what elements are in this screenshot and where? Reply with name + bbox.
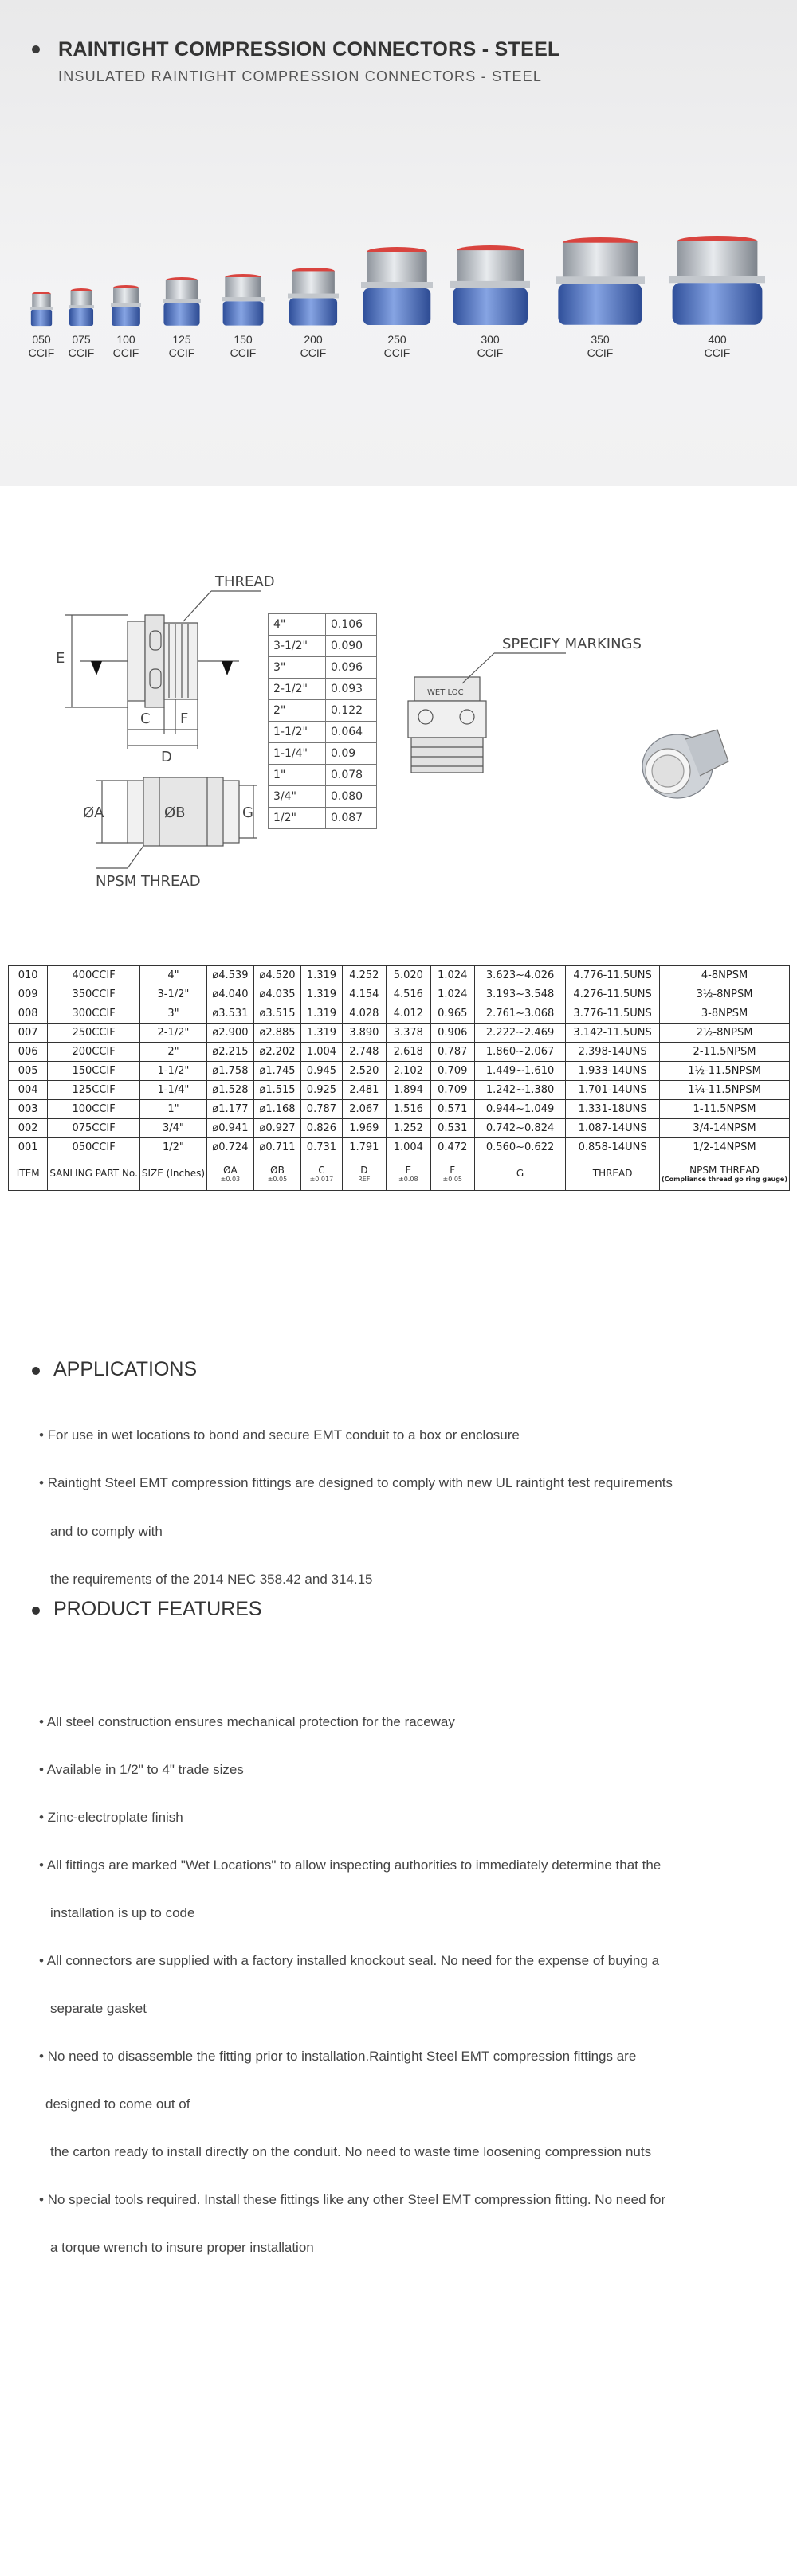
cell-npsm: 1½-11.5NPSM	[660, 1062, 790, 1081]
technical-drawing	[48, 558, 765, 892]
connector-suffix: CCIF	[68, 346, 95, 359]
cell-item: 009	[9, 985, 48, 1004]
applications-dot	[32, 1367, 40, 1375]
side-view	[65, 591, 261, 749]
features-title: PRODUCT FEATURES	[53, 1598, 262, 1620]
cell-a: ø1.758	[207, 1062, 254, 1081]
cell-thread: 1.087-14UNS	[566, 1119, 660, 1138]
cell-d: 4.154	[342, 985, 386, 1004]
text-line: • Raintight Steel EMT compression fittings are designed to comply with new UL raintight test requirements	[39, 1475, 673, 1490]
connector-caption	[300, 333, 327, 360]
cell-e: 3.378	[387, 1024, 430, 1043]
thread-depth-row	[269, 614, 377, 636]
cell-e: 1.004	[387, 1138, 430, 1157]
thread-size: 2"	[269, 700, 326, 722]
cell-d: 1.969	[342, 1119, 386, 1138]
cell-c: 1.319	[301, 966, 342, 985]
cell-c: 1.004	[301, 1043, 342, 1062]
cell-a: ø1.528	[207, 1081, 254, 1100]
hero-banner	[0, 0, 797, 486]
cell-thread: 3.142-11.5UNS	[566, 1024, 660, 1043]
cell-g: 0.944~1.049	[474, 1100, 565, 1119]
cell-c: 0.787	[301, 1100, 342, 1119]
thread-depth-row	[269, 808, 377, 829]
connector-suffix: CCIF	[300, 346, 327, 359]
cell-thread: 3.776-11.5UNS	[566, 1004, 660, 1024]
cell-b: ø2.202	[253, 1043, 300, 1062]
text-line: • No special tools required. Install these fittings like any other Steel EMT compression fitting. No need for	[39, 2192, 666, 2207]
cell-b: ø2.885	[253, 1024, 300, 1043]
table-row	[9, 1062, 790, 1081]
cell-npsm: 3½-8NPSM	[660, 985, 790, 1004]
cell-a: ø0.724	[207, 1138, 254, 1157]
thread-depth-row	[269, 679, 377, 700]
cell-f: 0.965	[430, 1004, 474, 1024]
cell-c: 0.945	[301, 1062, 342, 1081]
thread-size: 1-1/4"	[269, 743, 326, 765]
cell-npsm: 2½-8NPSM	[660, 1024, 790, 1043]
text-line: • No need to disassemble the fitting prior to installation.Raintight Steel EMT compression fittings are	[39, 2049, 637, 2064]
bullet-dot	[32, 45, 40, 53]
text-line: designed to come out of	[45, 2096, 190, 2112]
cell-size: 1-1/4"	[139, 1081, 206, 1100]
connector-suffix: CCIF	[230, 346, 257, 359]
thread-depth-row	[269, 636, 377, 657]
cell-a: ø3.531	[207, 1004, 254, 1024]
table-row	[9, 1024, 790, 1043]
cell-b: ø4.035	[253, 985, 300, 1004]
page-title: RAINTIGHT COMPRESSION CONNECTORS - STEEL	[58, 38, 560, 61]
cell-part: 300CCIF	[48, 1004, 140, 1024]
cell-g: 0.742~0.824	[474, 1119, 565, 1138]
cell-d: 2.748	[342, 1043, 386, 1062]
connector-suffix: CCIF	[28, 346, 55, 359]
thread-size: 4"	[269, 614, 326, 636]
thread-depth: 0.080	[326, 786, 377, 808]
thread-size: 3-1/2"	[269, 636, 326, 657]
thread-size: 3/4"	[269, 786, 326, 808]
cell-f: 0.531	[430, 1119, 474, 1138]
dim-f: F	[180, 711, 189, 727]
cell-a: ø0.941	[207, 1119, 254, 1138]
connector-code: 100	[116, 333, 135, 346]
cell-part: 075CCIF	[48, 1119, 140, 1138]
cell-f: 0.906	[430, 1024, 474, 1043]
spec-table	[8, 965, 790, 1191]
cell-part: 350CCIF	[48, 985, 140, 1004]
connector-code: 400	[708, 333, 727, 346]
cell-e: 5.020	[387, 966, 430, 985]
connector-code: 350	[591, 333, 610, 346]
cell-part: 250CCIF	[48, 1024, 140, 1043]
thread-depth: 0.106	[326, 614, 377, 636]
header-c: C ±0.017	[301, 1157, 342, 1191]
cell-c: 1.319	[301, 1024, 342, 1043]
cell-item: 006	[9, 1043, 48, 1062]
cell-a: ø1.177	[207, 1100, 254, 1119]
thread-depth: 0.064	[326, 722, 377, 743]
cell-item: 010	[9, 966, 48, 985]
cell-f: 0.787	[430, 1043, 474, 1062]
table-row	[9, 1043, 790, 1062]
dim-a: ØA	[83, 805, 104, 821]
thread-size: 3"	[269, 657, 326, 679]
thread-depth-row	[269, 786, 377, 808]
connector-code: 050	[32, 333, 51, 346]
cell-item: 004	[9, 1081, 48, 1100]
cell-e: 1.516	[387, 1100, 430, 1119]
thread-depth: 0.078	[326, 765, 377, 786]
cell-npsm: 1-11.5NPSM	[660, 1100, 790, 1119]
cell-g: 2.222~2.469	[474, 1024, 565, 1043]
cell-d: 2.481	[342, 1081, 386, 1100]
fitting-render	[642, 730, 728, 798]
cell-part: 200CCIF	[48, 1043, 140, 1062]
marking-text: WET LOC	[427, 688, 464, 697]
cell-size: 4"	[139, 966, 206, 985]
thread-label: THREAD	[215, 574, 275, 590]
cell-size: 1"	[139, 1100, 206, 1119]
specify-markings-label: SPECIFY MARKINGS	[502, 636, 642, 652]
dim-c: C	[140, 711, 151, 727]
text-line: the requirements of the 2014 NEC 358.42 and 314.15	[50, 1572, 373, 1587]
cell-g: 3.623~4.026	[474, 966, 565, 985]
cell-thread: 1.933-14UNS	[566, 1062, 660, 1081]
applications-title: APPLICATIONS	[53, 1358, 198, 1380]
thread-depth-row	[269, 765, 377, 786]
connector-400	[669, 236, 765, 360]
cell-e: 4.012	[387, 1004, 430, 1024]
cell-part: 050CCIF	[48, 1138, 140, 1157]
cell-c: 0.731	[301, 1138, 342, 1157]
thread-depth-row	[269, 657, 377, 679]
table-row	[9, 1004, 790, 1024]
text-line: • All connectors are supplied with a factory installed knockout seal. No need for the expense of buying a	[39, 1953, 660, 1968]
connector-icon	[361, 247, 433, 327]
connector-300	[450, 245, 530, 360]
header-a: ØA ±0.03	[207, 1157, 254, 1191]
cell-size: 2"	[139, 1043, 206, 1062]
header-npsm: NPSM THREAD (Compliance thread go ring gauge)	[660, 1157, 790, 1191]
cell-item: 008	[9, 1004, 48, 1024]
thread-depth: 0.093	[326, 679, 377, 700]
cell-f: 1.024	[430, 985, 474, 1004]
connector-code: 075	[72, 333, 91, 346]
cell-f: 1.024	[430, 966, 474, 985]
connector-050	[30, 292, 53, 360]
connector-caption	[113, 333, 139, 360]
header-e: E ±0.08	[387, 1157, 430, 1191]
cell-e: 1.252	[387, 1119, 430, 1138]
cell-d: 3.890	[342, 1024, 386, 1043]
table-row	[9, 985, 790, 1004]
connector-code: 150	[234, 333, 253, 346]
dim-b: ØB	[164, 805, 186, 821]
connector-icon	[69, 288, 94, 327]
cell-e: 2.102	[387, 1062, 430, 1081]
thread-depth-row	[269, 700, 377, 722]
markings-view	[408, 653, 566, 773]
cell-npsm: 3/4-14NPSM	[660, 1119, 790, 1138]
connector-350	[556, 237, 645, 360]
cell-d: 4.028	[342, 1004, 386, 1024]
cell-thread: 4.776-11.5UNS	[566, 966, 660, 985]
front-view	[96, 777, 257, 868]
dim-e: E	[56, 650, 65, 667]
features-dot	[32, 1607, 40, 1615]
cell-c: 1.319	[301, 985, 342, 1004]
cell-g: 2.761~3.068	[474, 1004, 565, 1024]
cell-d: 2.520	[342, 1062, 386, 1081]
connector-200	[288, 268, 339, 360]
cell-c: 1.319	[301, 1004, 342, 1024]
connector-caption	[69, 333, 95, 360]
text-line: • All steel construction ensures mechanical protection for the raceway	[39, 1714, 455, 1729]
thread-size: 1/2"	[269, 808, 326, 829]
thread-size: 2-1/2"	[269, 679, 326, 700]
table-row	[9, 1138, 790, 1157]
cell-npsm: 2-11.5NPSM	[660, 1043, 790, 1062]
cell-part: 100CCIF	[48, 1100, 140, 1119]
cell-item: 001	[9, 1138, 48, 1157]
cell-d: 2.067	[342, 1100, 386, 1119]
cell-size: 3/4"	[139, 1119, 206, 1138]
cell-e: 4.516	[387, 985, 430, 1004]
header-item: ITEM	[9, 1157, 48, 1191]
connector-icon	[556, 237, 645, 327]
cell-part: 400CCIF	[48, 966, 140, 985]
cell-e: 1.894	[387, 1081, 430, 1100]
dim-g: G	[242, 805, 253, 821]
cell-npsm: 4-8NPSM	[660, 966, 790, 985]
cell-g: 1.242~1.380	[474, 1081, 565, 1100]
table-row	[9, 1119, 790, 1138]
header-thread: THREAD	[566, 1157, 660, 1191]
text-line: • Available in 1/2" to 4" trade sizes	[39, 1762, 244, 1777]
cell-d: 4.252	[342, 966, 386, 985]
connector-caption	[230, 333, 257, 360]
dim-d: D	[161, 749, 172, 765]
connector-suffix: CCIF	[168, 346, 195, 359]
cell-thread: 0.858-14UNS	[566, 1138, 660, 1157]
connector-icon	[30, 292, 53, 327]
thread-depth-row	[269, 743, 377, 765]
cell-thread: 4.276-11.5UNS	[566, 985, 660, 1004]
text-line: • All fittings are marked "Wet Locations" to allow inspecting authorities to immediately determine that the	[39, 1858, 662, 1873]
cell-f: 0.709	[430, 1062, 474, 1081]
cell-g: 1.449~1.610	[474, 1062, 565, 1081]
thread-size: 1"	[269, 765, 326, 786]
cell-thread: 1.701-14UNS	[566, 1081, 660, 1100]
cell-a: ø2.900	[207, 1024, 254, 1043]
connector-250	[361, 247, 433, 360]
header-size: SIZE (Inches)	[139, 1157, 206, 1191]
table-row	[9, 966, 790, 985]
cell-f: 0.571	[430, 1100, 474, 1119]
text-line: • For use in wet locations to bond and secure EMT conduit to a box or enclosure	[39, 1427, 520, 1443]
cell-e: 2.618	[387, 1043, 430, 1062]
text-line: installation is up to code	[50, 1905, 195, 1920]
spec-table-header	[9, 1157, 790, 1191]
cell-g: 3.193~3.548	[474, 985, 565, 1004]
header-d: D REF	[342, 1157, 386, 1191]
cell-b: ø0.927	[253, 1119, 300, 1138]
page-subtitle: INSULATED RAINTIGHT COMPRESSION CONNECTORS - STEEL	[58, 69, 543, 84]
connector-suffix: CCIF	[383, 346, 410, 359]
cell-b: ø1.745	[253, 1062, 300, 1081]
cell-c: 0.826	[301, 1119, 342, 1138]
cell-npsm: 1¼-11.5NPSM	[660, 1081, 790, 1100]
connector-075	[69, 288, 94, 360]
thread-size: 1-1/2"	[269, 722, 326, 743]
thread-depth: 0.09	[326, 743, 377, 765]
cell-item: 007	[9, 1024, 48, 1043]
thread-depth-table	[268, 613, 377, 829]
connector-caption	[29, 333, 55, 360]
connector-icon	[163, 277, 201, 327]
text-line: and to comply with	[50, 1524, 163, 1539]
connector-code: 200	[304, 333, 323, 346]
cell-item: 003	[9, 1100, 48, 1119]
cell-thread: 1.331-18UNS	[566, 1100, 660, 1119]
connector-code: 250	[387, 333, 406, 346]
connector-icon	[111, 285, 141, 327]
table-row	[9, 1081, 790, 1100]
connector-icon	[288, 268, 339, 327]
connector-suffix: CCIF	[704, 346, 731, 359]
cell-npsm: 1/2-14NPSM	[660, 1138, 790, 1157]
cell-size: 1-1/2"	[139, 1062, 206, 1081]
connector-100	[111, 285, 141, 360]
cell-size: 2-1/2"	[139, 1024, 206, 1043]
text-line: a torque wrench to insure proper installation	[50, 2240, 314, 2255]
header-part: SANLING PART No.	[48, 1157, 140, 1191]
connector-icon	[450, 245, 530, 327]
cell-size: 3-1/2"	[139, 985, 206, 1004]
connector-icon	[222, 274, 265, 327]
thread-depth-row	[269, 722, 377, 743]
connector-caption	[705, 333, 731, 360]
connector-suffix: CCIF	[587, 346, 614, 359]
cell-item: 005	[9, 1062, 48, 1081]
cell-size: 1/2"	[139, 1138, 206, 1157]
header-b: ØB ±0.05	[253, 1157, 300, 1191]
cell-c: 0.925	[301, 1081, 342, 1100]
thread-depth: 0.122	[326, 700, 377, 722]
cell-size: 3"	[139, 1004, 206, 1024]
connector-caption	[384, 333, 410, 360]
cell-g: 1.860~2.067	[474, 1043, 565, 1062]
cell-part: 125CCIF	[48, 1081, 140, 1100]
connector-code: 300	[481, 333, 500, 346]
thread-depth: 0.090	[326, 636, 377, 657]
header-f: F ±0.05	[430, 1157, 474, 1191]
cell-b: ø3.515	[253, 1004, 300, 1024]
connector-icon	[669, 236, 765, 327]
connector-caption	[477, 333, 504, 360]
connector-code: 125	[172, 333, 191, 346]
npsm-thread-label: NPSM THREAD	[96, 873, 201, 890]
text-line: the carton ready to install directly on the conduit. No need to waste time loosening compression nuts	[50, 2144, 652, 2159]
cell-a: ø4.040	[207, 985, 254, 1004]
cell-a: ø2.215	[207, 1043, 254, 1062]
cell-f: 0.472	[430, 1138, 474, 1157]
table-row	[9, 1100, 790, 1119]
cell-a: ø4.539	[207, 966, 254, 985]
header-g: G	[474, 1157, 565, 1191]
cell-npsm: 3-8NPSM	[660, 1004, 790, 1024]
connector-150	[222, 274, 265, 360]
text-line: separate gasket	[50, 2001, 147, 2016]
connector-caption	[587, 333, 614, 360]
cell-g: 0.560~0.622	[474, 1138, 565, 1157]
cell-d: 1.791	[342, 1138, 386, 1157]
cell-b: ø4.520	[253, 966, 300, 985]
thread-depth: 0.087	[326, 808, 377, 829]
cell-b: ø1.515	[253, 1081, 300, 1100]
cell-item: 002	[9, 1119, 48, 1138]
cell-f: 0.709	[430, 1081, 474, 1100]
connector-suffix: CCIF	[112, 346, 139, 359]
cell-b: ø1.168	[253, 1100, 300, 1119]
connector-suffix: CCIF	[477, 346, 504, 359]
cell-part: 150CCIF	[48, 1062, 140, 1081]
connector-125	[163, 277, 201, 360]
thread-depth: 0.096	[326, 657, 377, 679]
cell-thread: 2.398-14UNS	[566, 1043, 660, 1062]
text-line: • Zinc-electroplate finish	[39, 1810, 183, 1825]
cell-b: ø0.711	[253, 1138, 300, 1157]
connector-caption	[169, 333, 195, 360]
